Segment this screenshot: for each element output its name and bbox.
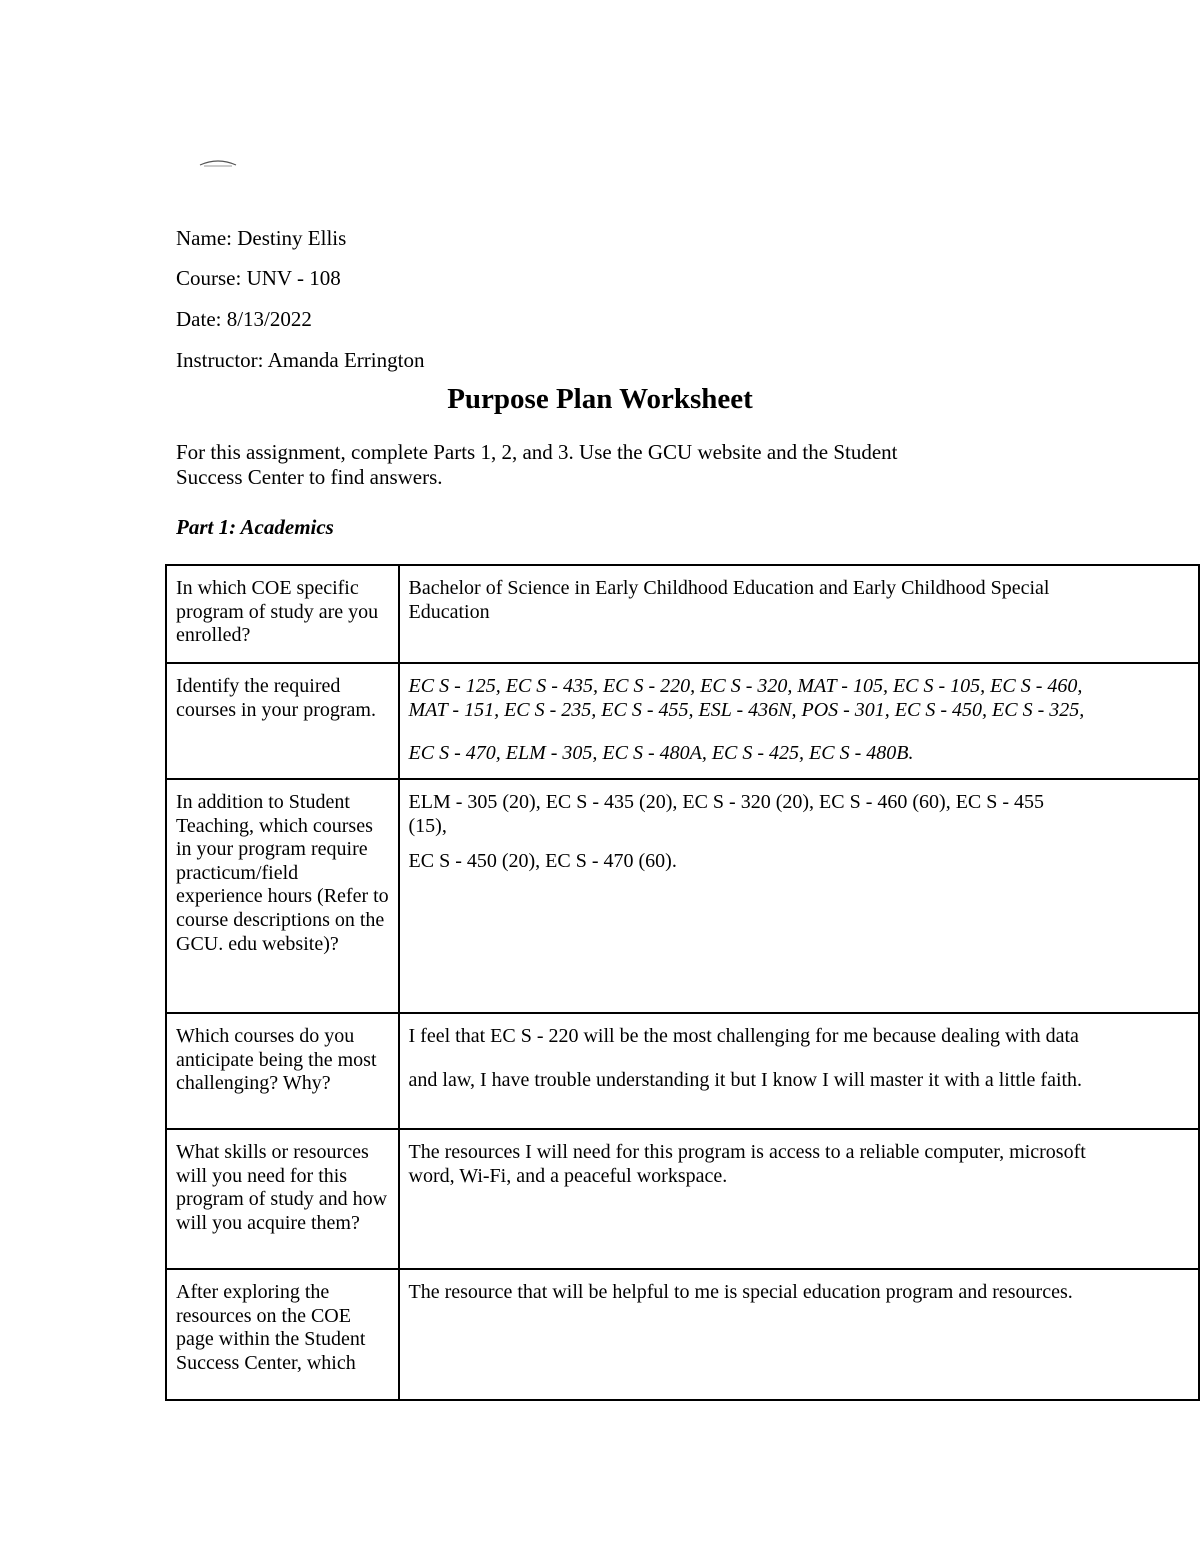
course-line: Course: UNV - 108	[176, 266, 341, 290]
instructions-line-2: Success Center to find answers.	[176, 465, 443, 489]
table-row	[166, 779, 1199, 1013]
table-row	[166, 565, 1199, 663]
answer-line: EC S - 450 (20), EC S - 470 (60).	[408, 850, 677, 873]
academics-table	[165, 564, 1200, 1401]
answer-cell	[399, 1269, 1199, 1400]
answer-line: Bachelor of Science in Early Childhood Education and Early Childhood Special	[408, 577, 1050, 599]
answer-cell	[399, 1129, 1199, 1269]
answer-cell	[399, 663, 1199, 779]
university-logo-icon	[198, 158, 238, 168]
student-name: Name: Destiny Ellis	[176, 226, 347, 250]
question-cell: What skills or resources will you need for this program of study and how will you acquire them?	[166, 1129, 399, 1269]
part-1-heading: Part 1: Academics	[176, 515, 334, 539]
answer-cell	[399, 1013, 1199, 1129]
question-cell: In which COE specific program of study are you enrolled?	[166, 565, 399, 663]
answer-line: The resources I will need for this program is access to a reliable computer, microsoft	[408, 1141, 1086, 1163]
question-cell: In addition to Student Teaching, which courses in your program require practicum/field experience hours (Refer to course descriptions on the GCU. edu website)?	[166, 779, 399, 1013]
answer-line: word, Wi-Fi, and a peaceful workspace.	[408, 1164, 728, 1187]
answer-line: EC S - 470, ELM - 305, EC S - 480A, EC S - 425, EC S - 480B.	[408, 742, 914, 765]
page-title: Purpose Plan Worksheet	[447, 383, 753, 415]
answer-line: ELM - 305 (20), EC S - 435 (20), EC S - 320 (20), EC S - 460 (60), EC S - 455	[408, 791, 1045, 813]
table-row	[166, 663, 1199, 779]
table-row	[166, 1013, 1199, 1129]
instructor-line: Instructor: Amanda Errington	[176, 348, 425, 372]
answer-line: and law, I have trouble understanding it but I know I will master it with a little faith.	[408, 1068, 1083, 1091]
answer-line: The resource that will be helpful to me is special education program and resources.	[408, 1281, 1073, 1303]
table-row	[166, 1129, 1199, 1269]
answer-cell	[399, 779, 1199, 1013]
date-line: Date: 8/13/2022	[176, 307, 312, 331]
answer-line: Education	[408, 600, 490, 623]
answer-line: I feel that EC S - 220 will be the most challenging for me because dealing with data	[408, 1025, 1079, 1047]
table-row	[166, 1269, 1199, 1400]
assignment-instructions	[176, 440, 898, 490]
answer-line: MAT - 151, EC S - 235, EC S - 455, ESL - 436N, POS - 301, EC S - 450, EC S - 325,	[408, 698, 1085, 721]
instructions-line-1: For this assignment, complete Parts 1, 2, and 3. Use the GCU website and the Student	[176, 440, 898, 464]
answer-line: EC S - 125, EC S - 435, EC S - 220, EC S - 320, MAT - 105, EC S - 105, EC S - 460,	[408, 675, 1083, 697]
answer-cell	[399, 565, 1199, 663]
question-cell: After exploring the resources on the COE page within the Student Success Center, which	[166, 1269, 399, 1400]
answer-line: (15),	[408, 814, 447, 837]
question-cell: Identify the required courses in your program.	[166, 663, 399, 779]
question-cell: Which courses do you anticipate being the most challenging? Why?	[166, 1013, 399, 1129]
